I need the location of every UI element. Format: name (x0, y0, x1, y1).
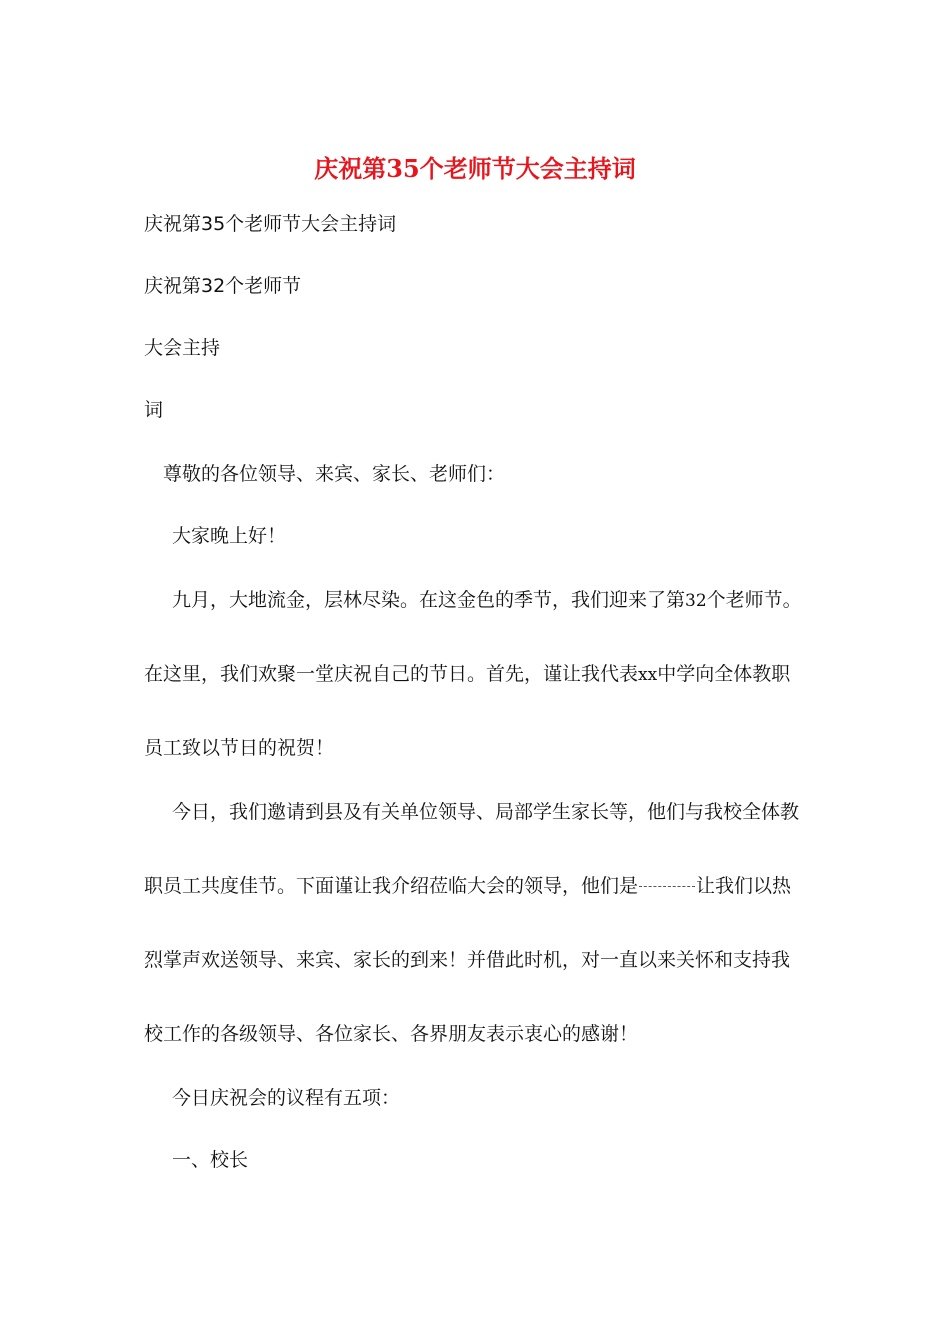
header-line-3: 大会主持 (144, 337, 221, 359)
paragraph-2-line-3: 烈掌声欢送领导、来宾、家长的到来！并借此时机，对一直以来关怀和支持我 (144, 949, 791, 971)
header-line-4: 词 (144, 399, 164, 421)
paragraph-2-line-2: 职员工共度佳节。下面谨让我介绍莅临大会的领导，他们是 让我们以热 (144, 875, 792, 897)
paragraph-2-line-4: 校工作的各级领导、各位家长、各界朋友表示衷心的感谢！ (144, 1023, 639, 1045)
paragraph-1-line-1: 九月，大地流金，层林尽染。在这金色的季节，我们迎来了第32个老师节。 (172, 589, 802, 611)
agenda-intro: 今日庆祝会的议程有五项： (172, 1087, 401, 1109)
teachers-day-number: 32 (685, 591, 707, 611)
salutation: 尊敬的各位领导、来宾、家长、老师们： (163, 463, 506, 485)
header-line-1: 庆祝第35个老师节大会主持词 (144, 213, 397, 235)
document-title: 庆祝第35个老师节大会主持词 (314, 154, 636, 183)
agenda-item-1: 一、校长 (172, 1149, 249, 1171)
paragraph-1-line-3: 员工致以节日的祝贺！ (144, 737, 335, 759)
paragraph-1-line-2: 在这里，我们欢聚一堂庆祝自己的节日。首先，谨让我代表xx中学向全体教职 (144, 663, 791, 685)
school-name-placeholder: xx (638, 665, 658, 685)
paragraph-2-line-1: 今日，我们邀请到县及有关单位领导、局部学生家长等，他们与我校全体教 (172, 801, 800, 823)
header-line-2: 庆祝第32个老师节 (144, 275, 302, 297)
dash-separator (639, 886, 695, 887)
greeting: 大家晚上好！ (172, 525, 287, 547)
